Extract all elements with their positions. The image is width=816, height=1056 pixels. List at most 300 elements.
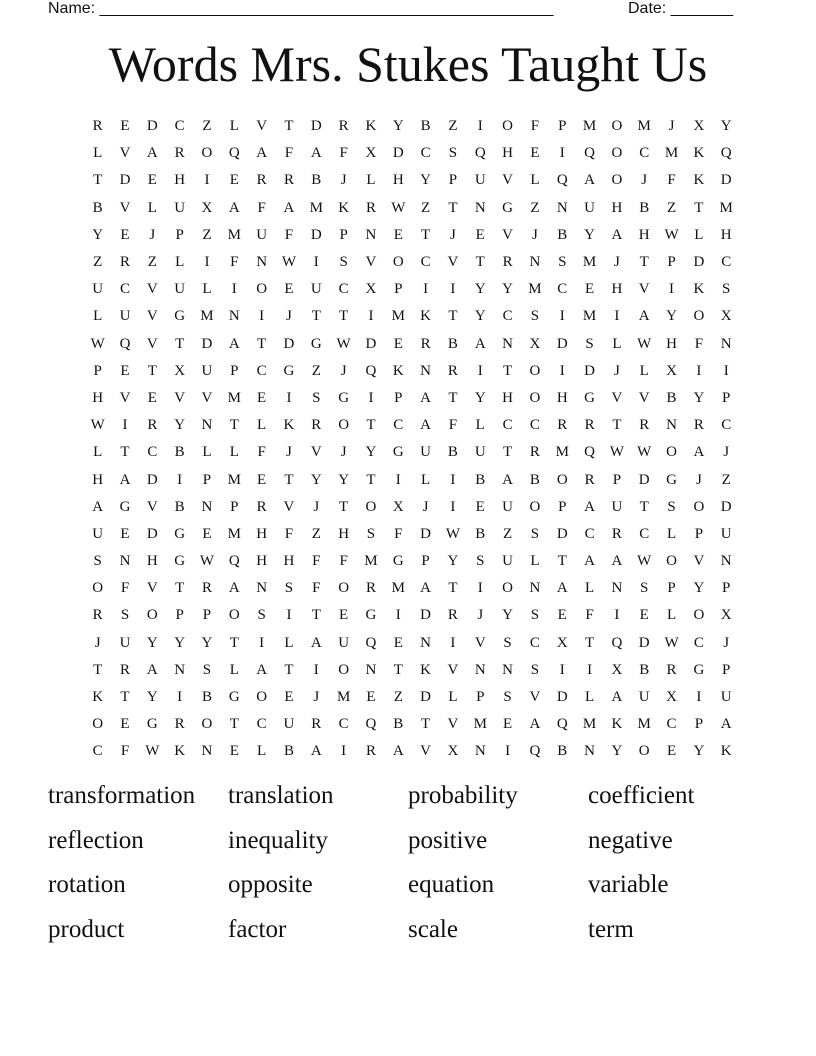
grid-letter: O	[529, 498, 541, 515]
grid-letter: O	[365, 498, 377, 515]
grid-row	[84, 358, 740, 385]
grid-letter: V	[693, 553, 705, 570]
grid-letter: L	[530, 172, 540, 189]
grid-letter: E	[120, 525, 130, 542]
grid-letter: T	[612, 417, 622, 434]
grid-letter: R	[283, 172, 294, 189]
grid-letter: E	[284, 281, 294, 298]
grid-letter: H	[174, 172, 186, 189]
grid-letter: E	[366, 689, 376, 706]
grid-letter: G	[310, 335, 322, 352]
grid-row	[84, 548, 740, 575]
grid-letter: L	[666, 607, 677, 624]
word-list	[48, 778, 768, 956]
grid-letter: K	[338, 199, 350, 216]
grid-letter: D	[420, 525, 432, 542]
grid-letter: F	[667, 172, 676, 189]
grid-letter: T	[284, 471, 294, 488]
grid-letter: N	[666, 417, 677, 434]
grid-letter: O	[611, 118, 623, 135]
grid-letter: U	[119, 308, 131, 325]
grid-letter: L	[639, 362, 649, 379]
grid-letter: O	[201, 716, 213, 733]
grid-letter: C	[529, 634, 540, 651]
grid-letter: A	[638, 308, 650, 325]
grid-letter: J	[149, 226, 156, 243]
grid-letter: F	[339, 553, 348, 570]
grid-letter: B	[201, 689, 212, 706]
grid-letter: J	[668, 118, 675, 135]
grid-letter: E	[284, 689, 294, 706]
grid-letter: L	[257, 743, 267, 760]
grid-letter: A	[256, 145, 268, 162]
letter-grid	[84, 113, 740, 766]
grid-letter: U	[638, 689, 650, 706]
name-field-label: Name: ___________________________________________________	[48, 0, 554, 17]
grid-letter: I	[286, 607, 292, 624]
grid-letter: D	[310, 226, 322, 243]
grid-row	[84, 602, 740, 629]
grid-letter: M	[582, 254, 597, 271]
grid-letter: B	[393, 716, 404, 733]
grid-letter: I	[122, 417, 128, 434]
grid-letter: N	[584, 743, 595, 760]
grid-letter: Y	[92, 226, 104, 243]
grid-letter: U	[720, 689, 732, 706]
grid-letter: C	[119, 281, 130, 298]
grid-letter: W	[445, 525, 461, 542]
grid-letter: H	[256, 553, 268, 570]
grid-letter: L	[229, 661, 239, 678]
grid-letter: F	[284, 145, 294, 162]
grid-letter: E	[584, 281, 595, 298]
grid-letter: M	[227, 471, 241, 488]
grid-letter: I	[505, 743, 511, 760]
grid-letter: E	[393, 634, 403, 651]
grid-letter: Y	[174, 417, 186, 434]
grid-letter: L	[229, 118, 239, 135]
grid-letter: R	[611, 525, 622, 542]
grid-letter: T	[229, 417, 239, 434]
grid-letter: T	[448, 580, 458, 597]
grid-letter: R	[119, 254, 130, 271]
grid-letter: Q	[720, 145, 732, 162]
grid-letter: X	[529, 335, 541, 352]
grid-letter: M	[582, 716, 597, 733]
grid-letter: L	[475, 417, 485, 434]
grid-letter: G	[666, 471, 677, 488]
grid-row	[84, 575, 740, 602]
grid-letter: H	[556, 389, 568, 406]
grid-letter: I	[313, 254, 319, 271]
grid-letter: J	[477, 607, 484, 624]
grid-letter: H	[666, 335, 677, 352]
grid-letter: L	[584, 580, 595, 597]
grid-letter: O	[338, 580, 350, 597]
grid-letter: V	[119, 389, 131, 406]
grid-letter: P	[394, 389, 403, 406]
grid-letter: W	[281, 254, 297, 271]
grid-letter: I	[450, 634, 456, 651]
grid-letter: B	[557, 226, 568, 243]
grid-letter: G	[146, 716, 158, 733]
word-list-item: opposite	[228, 871, 313, 898]
grid-letter: U	[92, 281, 104, 298]
grid-letter: B	[447, 444, 458, 461]
grid-letter: Z	[530, 199, 540, 216]
grid-letter: I	[723, 362, 729, 379]
grid-letter: F	[257, 444, 266, 461]
grid-letter: I	[286, 389, 292, 406]
grid-letter: K	[283, 417, 295, 434]
grid-letter: S	[530, 525, 540, 542]
grid-letter: P	[394, 281, 403, 298]
grid-letter: T	[393, 661, 403, 678]
grid-letter: J	[613, 254, 620, 271]
grid-letter: Y	[447, 553, 459, 570]
grid-row	[84, 439, 740, 466]
grid-letter: F	[312, 580, 321, 597]
grid-letter: Y	[611, 743, 623, 760]
grid-letter: J	[94, 634, 101, 651]
grid-letter: L	[147, 199, 157, 216]
grid-letter: N	[365, 226, 377, 243]
header-line	[48, 0, 748, 18]
grid-letter: E	[120, 118, 130, 135]
grid-letter: A	[228, 580, 240, 597]
grid-letter: G	[338, 389, 350, 406]
grid-letter: P	[558, 498, 567, 515]
grid-letter: R	[666, 661, 677, 678]
grid-letter: S	[530, 607, 540, 624]
grid-letter: O	[256, 689, 268, 706]
grid-letter: L	[366, 172, 376, 189]
grid-letter: G	[174, 308, 186, 325]
grid-letter: N	[256, 254, 268, 271]
grid-letter: K	[420, 661, 432, 678]
grid-letter: T	[93, 172, 103, 189]
grid-letter: X	[611, 661, 623, 678]
grid-row	[84, 303, 740, 330]
grid-letter: S	[120, 607, 130, 624]
grid-letter: W	[637, 553, 652, 570]
grid-letter: V	[146, 281, 158, 298]
grid-letter: M	[582, 118, 597, 135]
grid-letter: B	[475, 525, 486, 542]
grid-letter: T	[120, 689, 130, 706]
grid-letter: A	[420, 389, 432, 406]
grid-letter: O	[638, 743, 650, 760]
grid-letter: O	[392, 254, 404, 271]
grid-letter: B	[447, 335, 458, 352]
grid-letter: X	[365, 281, 377, 298]
grid-letter: Q	[228, 553, 240, 570]
grid-letter: Y	[338, 471, 350, 488]
grid-letter: P	[722, 580, 731, 597]
grid-letter: H	[283, 553, 295, 570]
grid-letter: K	[693, 172, 705, 189]
grid-letter: D	[720, 498, 732, 515]
grid-letter: E	[475, 226, 485, 243]
grid-letter: B	[311, 172, 322, 189]
grid-row	[84, 494, 740, 521]
grid-letter: L	[175, 254, 185, 271]
grid-letter: J	[340, 444, 347, 461]
grid-letter: W	[90, 335, 105, 352]
grid-letter: T	[229, 716, 239, 733]
grid-letter: T	[284, 118, 294, 135]
grid-letter: W	[609, 444, 624, 461]
grid-letter: R	[338, 118, 349, 135]
grid-letter: F	[339, 145, 348, 162]
grid-letter: X	[201, 199, 213, 216]
grid-letter: R	[174, 145, 185, 162]
grid-letter: E	[120, 226, 130, 243]
grid-letter: D	[638, 471, 650, 488]
grid-letter: P	[421, 553, 430, 570]
grid-letter: U	[201, 362, 213, 379]
grid-letter: Y	[420, 172, 432, 189]
grid-letter: C	[92, 743, 103, 760]
grid-letter: P	[722, 389, 731, 406]
grid-letter: T	[147, 362, 157, 379]
grid-letter: R	[256, 172, 267, 189]
grid-letter: V	[201, 389, 213, 406]
grid-letter: P	[448, 172, 458, 189]
grid-letter: N	[720, 335, 732, 352]
grid-letter: U	[338, 634, 350, 651]
grid-letter: I	[177, 689, 183, 706]
grid-letter: X	[666, 362, 677, 379]
grid-letter: A	[584, 498, 595, 515]
grid-letter: A	[146, 145, 158, 162]
grid-letter: T	[639, 254, 649, 271]
grid-letter: U	[119, 634, 131, 651]
grid-letter: R	[693, 417, 704, 434]
grid-letter: I	[450, 498, 456, 515]
grid-letter: M	[391, 308, 405, 325]
grid-letter: M	[227, 389, 241, 406]
grid-letter: U	[174, 281, 186, 298]
grid-row	[84, 630, 740, 657]
grid-letter: A	[310, 743, 322, 760]
grid-letter: E	[339, 607, 349, 624]
grid-letter: I	[559, 362, 565, 379]
grid-letter: M	[309, 199, 323, 216]
grid-letter: I	[313, 661, 319, 678]
grid-letter: Y	[502, 281, 513, 298]
grid-letter: S	[312, 389, 321, 406]
grid-letter: T	[175, 580, 185, 597]
grid-letter: W	[145, 743, 160, 760]
grid-letter: E	[257, 389, 267, 406]
grid-letter: K	[365, 118, 377, 135]
grid-letter: Y	[201, 634, 213, 651]
grid-letter: S	[476, 553, 485, 570]
grid-letter: I	[368, 308, 374, 325]
grid-letter: C	[639, 525, 650, 542]
grid-letter: O	[666, 444, 677, 461]
grid-letter: J	[340, 362, 347, 379]
grid-letter: Y	[474, 389, 486, 406]
grid-letter: D	[310, 118, 322, 135]
grid-letter: O	[228, 607, 240, 624]
grid-letter: J	[695, 471, 702, 488]
grid-letter: T	[284, 661, 294, 678]
grid-letter: R	[584, 417, 595, 434]
grid-letter: N	[201, 498, 213, 515]
grid-letter: I	[559, 145, 565, 162]
grid-letter: A	[146, 661, 158, 678]
grid-letter: H	[338, 525, 350, 542]
grid-letter: U	[310, 281, 322, 298]
grid-letter: E	[202, 525, 212, 542]
grid-letter: F	[120, 580, 130, 597]
grid-letter: U	[420, 444, 432, 461]
grid-letter: B	[174, 444, 185, 461]
grid-letter: A	[228, 199, 240, 216]
grid-letter: T	[93, 661, 103, 678]
grid-letter: C	[256, 716, 267, 733]
grid-row	[84, 222, 740, 249]
grid-letter: V	[502, 172, 513, 189]
grid-letter: Z	[393, 689, 403, 706]
grid-letter: Y	[310, 471, 322, 488]
grid-letter: N	[201, 743, 213, 760]
grid-letter: G	[119, 498, 131, 515]
grid-letter: Z	[202, 226, 212, 243]
grid-letter: U	[474, 444, 486, 461]
grid-letter: A	[611, 553, 623, 570]
word-list-item: coefficient	[588, 782, 695, 809]
grid-letter: G	[174, 525, 186, 542]
grid-letter: C	[721, 417, 732, 434]
grid-letter: M	[664, 145, 679, 162]
grid-letter: J	[531, 226, 538, 243]
grid-letter: P	[175, 607, 184, 624]
grid-letter: W	[637, 444, 652, 461]
grid-letter: H	[146, 553, 158, 570]
grid-letter: T	[366, 417, 376, 434]
grid-letter: T	[448, 199, 458, 216]
grid-letter: C	[666, 716, 677, 733]
grid-letter: S	[640, 580, 649, 597]
grid-letter: D	[420, 607, 432, 624]
grid-letter: R	[174, 716, 185, 733]
grid-letter: D	[693, 254, 705, 271]
grid-letter: Y	[146, 689, 158, 706]
grid-letter: L	[257, 417, 267, 434]
grid-letter: S	[339, 254, 348, 271]
grid-letter: Y	[693, 580, 705, 597]
grid-letter: A	[502, 471, 513, 488]
grid-letter: O	[256, 281, 268, 298]
grid-letter: T	[257, 335, 267, 352]
grid-letter: L	[93, 308, 103, 325]
grid-letter: E	[120, 716, 130, 733]
grid-letter: T	[339, 308, 349, 325]
grid-letter: A	[611, 689, 623, 706]
grid-letter: L	[93, 444, 103, 461]
grid-letter: G	[584, 389, 595, 406]
grid-letter: R	[502, 254, 513, 271]
grid-letter: Y	[474, 308, 486, 325]
grid-letter: J	[340, 172, 347, 189]
grid-letter: Q	[474, 145, 486, 162]
grid-letter: V	[529, 689, 541, 706]
grid-letter: P	[694, 716, 704, 733]
grid-letter: M	[473, 716, 487, 733]
grid-letter: V	[502, 226, 513, 243]
grid-letter: T	[503, 444, 513, 461]
grid-letter: T	[311, 308, 321, 325]
grid-letter: F	[120, 743, 130, 760]
grid-letter: C	[557, 281, 568, 298]
grid-letter: Z	[721, 471, 731, 488]
grid-letter: H	[392, 172, 404, 189]
grid-letter: R	[365, 580, 376, 597]
grid-letter: F	[530, 118, 540, 135]
grid-letter: A	[228, 335, 240, 352]
grid-letter: W	[336, 335, 351, 352]
grid-row	[84, 113, 740, 140]
grid-letter: Z	[448, 118, 458, 135]
grid-letter: H	[256, 525, 268, 542]
grid-letter: N	[201, 417, 213, 434]
grid-letter: P	[202, 471, 212, 488]
grid-letter: V	[447, 661, 459, 678]
grid-letter: N	[365, 661, 377, 678]
grid-letter: D	[146, 525, 158, 542]
grid-letter: N	[474, 199, 486, 216]
grid-letter: Z	[421, 199, 431, 216]
word-list-item: scale	[408, 915, 458, 943]
grid-letter: B	[639, 199, 650, 216]
grid-letter: R	[365, 199, 376, 216]
grid-letter: R	[92, 607, 103, 624]
grid-letter: Q	[365, 634, 377, 651]
grid-letter: U	[283, 716, 295, 733]
grid-row	[84, 249, 740, 276]
word-list-item: negative	[588, 826, 673, 854]
grid-letter: S	[503, 634, 512, 651]
grid-letter: V	[256, 118, 268, 135]
grid-letter: L	[202, 281, 212, 298]
grid-row	[84, 684, 740, 711]
grid-letter: P	[667, 580, 676, 597]
grid-letter: O	[338, 417, 350, 434]
grid-row	[84, 385, 740, 412]
grid-letter: C	[338, 716, 349, 733]
word-list-item: equation	[408, 871, 495, 898]
grid-letter: L	[421, 471, 431, 488]
grid-letter: E	[257, 471, 267, 488]
grid-letter: P	[558, 118, 567, 135]
grid-letter: Q	[529, 743, 541, 760]
grid-letter: T	[584, 634, 595, 651]
grid-letter: C	[639, 145, 650, 162]
grid-letter: S	[366, 525, 376, 542]
grid-letter: N	[556, 199, 568, 216]
grid-letter: M	[582, 308, 597, 325]
grid-letter: Q	[584, 444, 595, 461]
grid-letter: T	[639, 498, 649, 515]
grid-letter: C	[147, 444, 158, 461]
grid-letter: A	[283, 199, 295, 216]
grid-letter: J	[613, 362, 620, 379]
grid-letter: R	[639, 417, 650, 434]
grid-letter: T	[448, 389, 458, 406]
